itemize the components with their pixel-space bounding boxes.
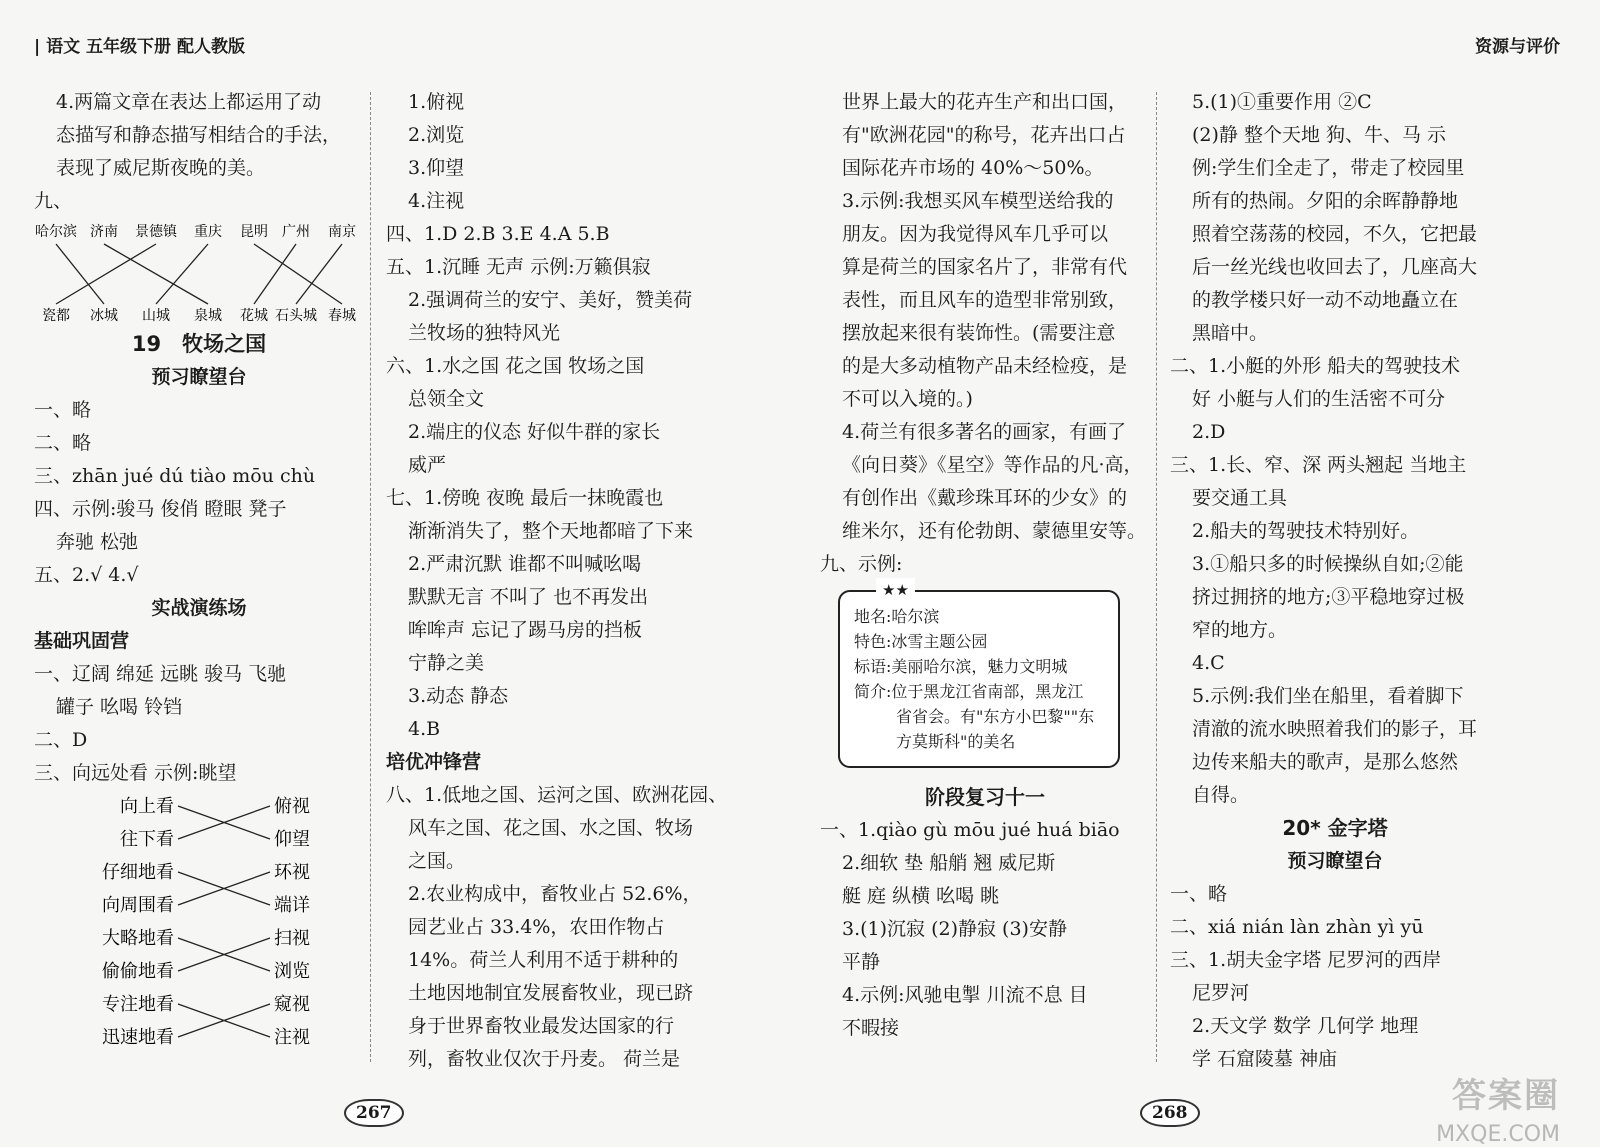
city-name: 哈尔滨 (35, 224, 77, 240)
text-line: 3.仰望 (408, 157, 465, 179)
match-left-item: 往下看 (120, 829, 174, 850)
text-line: 身于世界畜牧业最发达国家的行 (408, 1015, 675, 1037)
watermark-url: MXQE.COM (1436, 1122, 1560, 1147)
text-line: 2.浏览 (408, 124, 465, 146)
text-line: 一、略 (34, 399, 92, 421)
card-line: 特色:冰雪主题公园 (854, 632, 988, 651)
text-line: 二、xiá nián làn zhàn yì yū (1170, 916, 1424, 938)
text-line: 三、向远处看 示例:眺望 (34, 762, 237, 784)
city-name: 景德镇 (135, 224, 177, 240)
city-name: 南京 (328, 224, 356, 240)
advance-section-title: 培优冲锋营 (386, 751, 482, 773)
text-line: 七、1.傍晚 夜晚 最后一抹晚霞也 (386, 487, 664, 509)
text-line: 九、示例: (820, 553, 903, 575)
text-line: 4.注视 (408, 190, 465, 212)
text-line: 不可以入境的。) (842, 388, 973, 410)
text-line: 4.C (1192, 652, 1225, 674)
text-line: 《向日葵》《星空》等作品的凡·高， (842, 454, 1143, 476)
match-right-item: 窥视 (274, 994, 310, 1015)
page-number-right: 268 (1140, 1099, 1200, 1127)
text-line: 4.荷兰有很多著名的画家，有画了 (842, 421, 1127, 443)
look-matching-diagram (34, 790, 364, 1055)
text-line: 要交通工具 (1192, 487, 1288, 509)
text-line: 二、1.小艇的外形 船夫的驾驶技术 (1170, 355, 1461, 377)
city-nickname: 春城 (328, 308, 356, 324)
text-line: 宁静之美 (408, 652, 485, 674)
text-line: 2.强调荷兰的安宁、美好，赞美荷 (408, 289, 693, 311)
preview-section-title: 预习瞭望台 (151, 366, 247, 388)
text-line: 自得。 (1192, 784, 1250, 806)
city-name: 济南 (90, 224, 118, 240)
text-line: 一、1.qiào gù mōu jué huá biāo (820, 819, 1120, 841)
text-line: 总领全文 (408, 388, 485, 410)
match-right-item: 浏览 (274, 961, 310, 982)
text-line: 4.示例:风驰电掣 川流不息 目 (842, 984, 1088, 1006)
card-line: 地名:哈尔滨 (854, 607, 940, 626)
column-divider (1156, 92, 1157, 1062)
right-page (800, 0, 1600, 1147)
text-line: 平静 (842, 951, 881, 973)
text-line: 哞哞声 忘记了踢马房的挡板 (408, 619, 643, 641)
text-line: 表现了威尼斯夜晚的美。 (56, 157, 266, 179)
text-line: 2.D (1192, 421, 1226, 443)
watermark-logo: 答案圈 (1452, 1076, 1560, 1116)
text-line: 好 小艇与人们的生活密不可分 (1192, 388, 1446, 410)
match-right-item: 仰望 (274, 829, 310, 850)
text-line: 四、示例:骏马 俊俏 瞪眼 凳子 (34, 498, 287, 520)
match-left-item: 向上看 (120, 796, 174, 817)
text-line: 二、D (34, 729, 88, 751)
text-line: 黑暗中。 (1192, 322, 1269, 344)
text-line: 默默无言 不叫了 也不再发出 (408, 586, 649, 608)
match-left-item: 专注地看 (102, 994, 174, 1015)
text-line: 九、 (34, 190, 73, 212)
right-column-2 (1170, 86, 1500, 1076)
text-line: 有创作出《戴珍珠耳环的少女》的 (842, 487, 1128, 509)
city-nickname: 花城 (240, 308, 268, 324)
city-nickname: 瓷都 (42, 308, 70, 324)
text-line: 尼罗河 (1192, 982, 1250, 1004)
text-line: 艇 庭 纵横 吆喝 眺 (842, 885, 1000, 907)
text-line: 5.示例:我们坐在船里，看着脚下 (1192, 685, 1464, 707)
text-line: 边传来船夫的歌声，是那么悠然 (1192, 751, 1459, 773)
preview-section-title: 预习瞭望台 (1287, 850, 1383, 872)
city-nickname: 冰城 (90, 308, 118, 324)
card-line: 省省会。有"东方小巴黎""东 (896, 707, 1095, 726)
left-column-2 (386, 86, 728, 1076)
text-line: 4.B (408, 718, 441, 740)
text-line: 风车之国、花之国、水之国、牧场 (408, 817, 694, 839)
text-line: 2.端庄的仪态 好似牛群的家长 (408, 421, 661, 443)
running-header-left: | 语文 五年级下册 配人教版 (34, 37, 245, 57)
text-line: 照着空荡荡的校园，不久，它把最 (1192, 223, 1478, 245)
text-line: 威严 (408, 454, 447, 476)
text-line: 3.①船只多的时候操纵自如;②能 (1192, 553, 1464, 575)
match-left-item: 仔细地看 (102, 862, 174, 883)
page-number-left: 267 (344, 1099, 404, 1127)
text-line: 奔驰 松弛 (56, 531, 139, 553)
text-line: 清澈的流水映照着我们的影子，耳 (1192, 718, 1478, 740)
text-line: 五、2.√ 4.√ (34, 564, 139, 586)
city-matching-diagram (34, 218, 364, 328)
text-line: 挤过拥挤的地方;③平稳地穿过极 (1192, 586, 1465, 608)
match-line (254, 244, 342, 304)
text-line: 列，畜牧业仅次于丹麦。 荷兰是 (408, 1048, 681, 1070)
text-line: 表性，而且风车的造型非常别致， (842, 289, 1128, 311)
text-line: 1.俯视 (408, 91, 465, 113)
city-name: 广州 (282, 224, 310, 240)
text-line: 之国。 (408, 850, 466, 872)
text-line: 罐子 吆喝 铃铛 (56, 696, 183, 718)
text-line: 三、zhān jué dú tiào mōu chù (34, 465, 316, 487)
text-line: 2.细软 垫 船艄 翘 威尼斯 (842, 852, 1056, 874)
city-nickname: 石头城 (275, 308, 317, 324)
text-line: 三、1.胡夫金字塔 尼罗河的西岸 (1170, 949, 1442, 971)
city-nickname: 泉城 (194, 308, 222, 324)
text-line: 所有的热闹。夕阳的余晖静静地 (1192, 190, 1459, 212)
card-stars: ★★ (876, 578, 915, 603)
match-line (254, 244, 296, 304)
text-line: 的教学楼只好一动不动地矗立在 (1192, 289, 1459, 311)
text-line: 2.天文学 数学 几何学 地理 (1192, 1015, 1419, 1037)
match-right-item: 扫视 (274, 928, 310, 949)
practice-section-title: 实战演练场 (151, 597, 247, 619)
text-line: 摆放起来很有装饰性。(需要注意 (842, 322, 1116, 344)
text-line: 不暇接 (842, 1017, 900, 1039)
city-nickname: 山城 (142, 308, 170, 324)
basic-section-title: 基础巩固营 (34, 630, 130, 652)
text-line: 2.农业构成中，畜牧业占 52.6%， (408, 883, 702, 905)
city-name: 重庆 (194, 224, 222, 240)
match-left-item: 大略地看 (102, 928, 174, 949)
match-line (56, 244, 156, 304)
lesson-19-title: 19 牧场之国 (131, 332, 267, 356)
text-line: 学 石窟陵墓 神庙 (1192, 1048, 1338, 1070)
text-line: 3.动态 静态 (408, 685, 509, 707)
match-line (156, 244, 208, 304)
text-line: 4.两篇文章在表达上都运用了动 (56, 91, 322, 113)
text-line: 5.(1)①重要作用 ②C (1192, 91, 1372, 113)
text-line: 一、辽阔 绵延 远眺 骏马 飞驰 (34, 663, 287, 685)
match-left-item: 迅速地看 (102, 1027, 174, 1048)
match-line (104, 244, 208, 304)
text-line: 维米尔，还有伦勃朗、蒙德里安等。 (842, 520, 1147, 542)
text-line: 土地因地制宜发展畜牧业，现已跻 (408, 982, 694, 1004)
card-line: 标语:美丽哈尔滨，魅力文明城 (854, 657, 1068, 676)
text-line: 五、1.沉睡 无声 示例:万籁俱寂 (386, 256, 651, 278)
city-info-card (838, 581, 1120, 768)
text-line: 八、1.低地之国、运河之国、欧洲花园、 (386, 784, 728, 806)
text-line: 2.船夫的驾驶技术特别好。 (1192, 520, 1420, 542)
text-line: 兰牧场的独特风光 (408, 322, 561, 344)
text-line: 有"欧洲花园"的称号，花卉出口占 (842, 124, 1126, 146)
text-line: 国际花卉市场的 40%～50%。 (842, 157, 1104, 179)
text-line: (2)静 整个天地 狗、牛、马 示 (1192, 124, 1447, 146)
text-line: 世界上最大的花卉生产和出口国， (842, 91, 1128, 113)
match-left-item: 偷偷地看 (102, 961, 174, 982)
text-line: 二、略 (34, 432, 92, 454)
match-right-item: 注视 (274, 1027, 310, 1048)
city-name: 昆明 (240, 224, 268, 240)
lesson-20-title: 20* 金字塔 (1282, 816, 1388, 840)
text-line: 六、1.水之国 花之国 牧场之国 (386, 355, 645, 377)
text-line: 算是荷兰的国家名片了，非常有代 (842, 256, 1128, 278)
text-line: 渐渐消失了，整个天地都暗了下来 (408, 520, 694, 542)
match-right-item: 环视 (274, 862, 310, 883)
match-line (296, 244, 342, 304)
card-line: 方莫斯科"的美名 (896, 732, 1016, 751)
text-line: 园艺业占 33.4%，农田作物占 (408, 916, 665, 938)
review-section-title: 阶段复习十一 (925, 785, 1045, 809)
text-line: 朋友。因为我觉得风车几乎可以 (842, 223, 1109, 245)
left-column-1 (34, 86, 364, 1055)
match-right-item: 端详 (274, 895, 310, 916)
text-line: 一、略 (1170, 883, 1228, 905)
match-line (56, 244, 104, 304)
text-line: 的是大多动植物产品未经检疫，是 (842, 355, 1128, 377)
text-line: 例:学生们全走了，带走了校园里 (1192, 157, 1465, 179)
match-left-item: 向周围看 (102, 895, 174, 916)
text-line: 后一丝光线也收回去了，几座高大 (1192, 256, 1478, 278)
right-column-1 (820, 86, 1150, 1045)
match-right-item: 俯视 (274, 796, 310, 817)
text-line: 态描写和静态描写相结合的手法， (56, 124, 342, 146)
text-line: 窄的地方。 (1192, 619, 1288, 641)
text-line: 14%。荷兰人利用不适于耕种的 (408, 949, 679, 971)
text-line: 三、1.长、窄、深 两头翘起 当地主 (1170, 454, 1467, 476)
text-line: 2.严肃沉默 谁都不叫喊吆喝 (408, 553, 642, 575)
text-line: 3.(1)沉寂 (2)静寂 (3)安静 (842, 918, 1067, 940)
column-divider (370, 92, 371, 1062)
running-header-right: 资源与评价 (1475, 37, 1560, 57)
card-line: 简介:位于黑龙江省南部，黑龙江 (854, 682, 1084, 701)
text-line: 四、1.D 2.B 3.E 4.A 5.B (386, 223, 610, 245)
text-line: 3.示例:我想买风车模型送给我的 (842, 190, 1114, 212)
